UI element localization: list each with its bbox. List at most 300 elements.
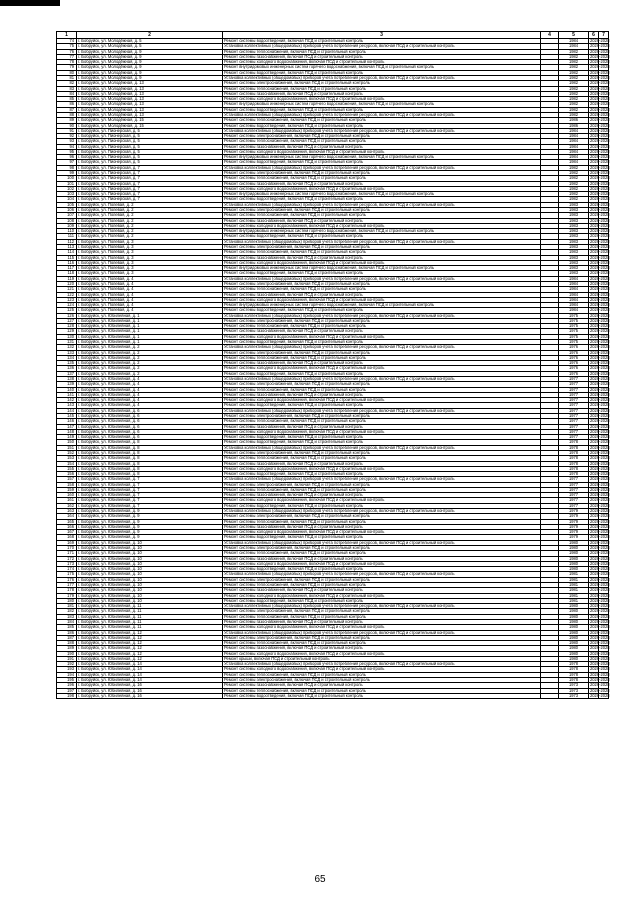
year-cell: 1977 [559, 408, 589, 413]
year-cell: 1983 [559, 208, 589, 213]
year-cell: 1981 [559, 577, 589, 582]
year-cell: 1980 [559, 641, 589, 646]
period-cell: 2026-2028 [590, 48, 610, 54]
address-cell: г. Бобруйск, ул. Юбилейная, д. 12 [77, 641, 223, 646]
work-type-cell: Ремонт системы водоотведения, включая ПСД и строительный контроль [223, 403, 541, 408]
year-cell: 1980 [559, 567, 589, 572]
column-number: 1 [57, 32, 77, 39]
period-cell: 2026-2028 [590, 634, 610, 640]
row-number: 115 [57, 255, 77, 260]
year-cell: 1977 [559, 487, 589, 492]
work-type-cell: Ремонт системы холодного водоснабжения, включая ПСД и строительный контроль [223, 260, 541, 265]
period-cell: 2026-2028 [590, 106, 610, 112]
row-number: 114 [57, 250, 77, 255]
period-cell: 2026-2028 [590, 333, 610, 339]
year-cell: 1980 [559, 551, 589, 556]
work-type-cell: Ремонт системы электроснабжения, включая ПСД и строительный контроль [223, 609, 541, 614]
address-cell: г. Бобруйск, ул. Юбилейная, д. 16 [77, 688, 223, 693]
address-cell: г. Бобруйск, ул. Полевая, д. 3 [77, 239, 223, 244]
year-cell: 1983 [559, 239, 589, 244]
row-number: 79 [57, 65, 77, 70]
row-number: 144 [57, 408, 77, 413]
year-cell: 1977 [559, 498, 589, 503]
row-number: 95 [57, 149, 77, 154]
year-cell: 1981 [559, 582, 589, 587]
work-type-cell: Ремонт системы электроснабжения, включая ПСД и строительный контроль [223, 450, 541, 455]
year-cell: 1983 [559, 229, 589, 234]
row-number: 147 [57, 424, 77, 429]
period-cell: 2026-2028 [590, 212, 610, 218]
address-cell: г. Бобруйск, ул. Полевая, д. 4 [77, 281, 223, 286]
address-cell: г. Бобруйск, ул. Юбилейная, д. 8 [77, 440, 223, 445]
work-type-cell: Ремонт системы электроснабжения, включая ПСД и строительный контроль [223, 171, 541, 176]
period-cell: 2026-2028 [590, 201, 610, 207]
work-type-cell: Ремонт системы электроснабжения, включая ПСД и строительный контроль [223, 281, 541, 286]
period-cell: 2026-2028 [590, 650, 610, 656]
row-number: 87 [57, 107, 77, 112]
work-type-cell: Ремонт системы холодного водоснабжения, включая ПСД и строительный контроль [223, 498, 541, 503]
row-number: 184 [57, 619, 77, 624]
period-cell: 2026-2028 [590, 465, 610, 471]
period-cell: 2026-2028 [590, 323, 610, 329]
row-number: 82 [57, 81, 77, 86]
period-cell: 2026-2028 [590, 270, 610, 276]
work-type-cell: Ремонт системы холодного водоснабжения, включая ПСД и строительный контроль [223, 667, 541, 672]
period-cell: 2026-2028 [590, 243, 610, 249]
period-cell: 2026-2028 [590, 587, 610, 593]
period-cell: 2026-2028 [590, 154, 610, 160]
address-cell: г. Бобруйск, ул. Пионерская, д. 5 [77, 144, 223, 149]
year-cell: 1978 [559, 450, 589, 455]
address-cell: г. Бобруйск, ул. Пионерская, д. 7 [77, 176, 223, 181]
address-cell: г. Бобруйск, ул. Юбилейная, д. 8 [77, 445, 223, 450]
row-number: 136 [57, 366, 77, 371]
year-cell: 1982 [559, 176, 589, 181]
work-type-cell: Ремонт системы теплоснабжения, включая ПСД и строительный контроль [223, 324, 541, 329]
year-cell: 1977 [559, 403, 589, 408]
year-cell: 1979 [559, 509, 589, 514]
year-cell: 1982 [559, 171, 589, 176]
year-cell: 1982 [559, 86, 589, 91]
work-type-cell: Ремонт системы холодного водоснабжения, включая ПСД и строительный контроль [223, 366, 541, 371]
year-cell: 1975 [559, 324, 589, 329]
row-number: 153 [57, 456, 77, 461]
address-cell: г. Бобруйск, ул. Юбилейная, д. 10 [77, 546, 223, 551]
year-cell: 1978 [559, 667, 589, 672]
year-cell: 1984 [559, 149, 589, 154]
work-type-cell: Установка коллективных (общедомовых) приборов учета потребления ресурсов, включая ПСД и строительный контроль [223, 276, 541, 281]
address-cell: г. Бобруйск, ул. Юбилейная, д. 1 [77, 329, 223, 334]
period-cell: 2026-2028 [590, 275, 610, 281]
period-cell: 2026-2028 [590, 69, 610, 75]
year-cell: 1978 [559, 466, 589, 471]
address-cell: г. Бобруйск, ул. Пионерская, д. 7 [77, 197, 223, 202]
year-cell: 1973 [559, 683, 589, 688]
work-type-cell: Ремонт системы теплоснабжения, включая ПСД и строительный контроль [223, 176, 541, 181]
address-cell: г. Бобруйск, ул. Молодёжная, д. 15 [77, 118, 223, 123]
period-cell: 2026-2028 [590, 259, 610, 265]
row-number: 169 [57, 540, 77, 545]
year-cell: 1973 [559, 688, 589, 693]
address-cell: г. Бобруйск, ул. Юбилейная, д. 9 [77, 509, 223, 514]
year-cell: 1981 [559, 598, 589, 603]
row-number: 97 [57, 160, 77, 165]
address-cell: г. Бобруйск, ул. Молодёжная, д. 15 [77, 123, 223, 128]
period-cell: 2026-2028 [590, 376, 610, 381]
row-number: 167 [57, 530, 77, 535]
period-cell: 2026-2028 [590, 164, 610, 170]
address-cell: г. Бобруйск, ул. Юбилейная, д. 7 [77, 487, 223, 492]
work-type-cell: Установка коллективных (общедомовых) приборов учета потребления ресурсов, включая ПСД и строительный контроль [223, 239, 541, 244]
work-type-cell: Ремонт системы водоотведения, включая ПСД и строительный контроль [223, 598, 541, 603]
row-number: 90 [57, 123, 77, 128]
period-cell: 2026-2028 [590, 449, 610, 455]
address-cell: г. Бобруйск, ул. Юбилейная, д. 10 [77, 593, 223, 598]
period-cell: 2026-2028 [590, 566, 610, 572]
period-cell: 2026-2028 [590, 518, 610, 524]
page-top-rule [0, 0, 60, 6]
work-type-cell: Ремонт системы теплоснабжения, включая ПСД и строительный контроль [223, 614, 541, 619]
row-number: 160 [57, 493, 77, 498]
year-cell: 1980 [559, 609, 589, 614]
works-table [56, 31, 609, 699]
work-type-cell: Ремонт системы газоснабжения, включая ПСД и строительный контроль [223, 181, 541, 186]
address-cell: г. Бобруйск, ул. Молодёжная, д. 9 [77, 60, 223, 65]
work-type-cell: Ремонт системы холодного водоснабжения, включая ПСД и строительный контроль [223, 429, 541, 434]
period-cell: 2026-2028 [590, 529, 610, 535]
year-cell: 1976 [559, 361, 589, 366]
column-number: 4 [541, 32, 559, 39]
address-cell: г. Бобруйск, ул. Юбилейная, д. 11 [77, 609, 223, 614]
row-number: 86 [57, 102, 77, 107]
address-cell: г. Бобруйск, ул. Молодёжная, д. 5 [77, 39, 223, 44]
period-cell: 2026-2028 [590, 471, 610, 477]
row-number: 130 [57, 334, 77, 339]
row-number: 122 [57, 292, 77, 297]
work-type-cell: Ремонт системы холодного водоснабжения, включая ПСД и строительный контроль [223, 466, 541, 471]
year-cell: 1977 [559, 413, 589, 418]
year-cell: 1979 [559, 514, 589, 519]
period-cell: 2026-2028 [590, 402, 610, 408]
work-type-cell: Ремонт системы холодного водоснабжения, включая ПСД и строительный контроль [223, 186, 541, 191]
year-cell: 1984 [559, 144, 589, 149]
year-cell: 1976 [559, 366, 589, 371]
work-type-cell: Ремонт системы холодного водоснабжения, включая ПСД и строительный контроль [223, 561, 541, 566]
row-number: 128 [57, 324, 77, 329]
row-number: 99 [57, 171, 77, 176]
period-cell: 2026-2028 [590, 175, 610, 181]
year-cell: 1982 [559, 65, 589, 70]
period-cell: 2026-2028 [590, 682, 610, 688]
period-cell: 2026-2028 [590, 80, 610, 86]
year-cell: 1982 [559, 91, 589, 96]
work-type-cell: Ремонт системы газоснабжения, включая ПСД и строительный контроль [223, 461, 541, 466]
work-type-cell: Установка коллективных (общедомовых) приборов учета потребления ресурсов, включая ПСД и строительный контроль [223, 313, 541, 318]
work-type-cell: Ремонт системы электроснабжения, включая ПСД и строительный контроль [223, 81, 541, 86]
address-cell: г. Бобруйск, ул. Юбилейная, д. 4 [77, 382, 223, 387]
row-number: 140 [57, 387, 77, 392]
work-type-cell: Ремонт системы газоснабжения, включая ПСД и строительный контроль [223, 144, 541, 149]
period-cell: 2026-2028 [590, 624, 610, 630]
address-cell: г. Бобруйск, ул. Юбилейная, д. 4 [77, 403, 223, 408]
work-type-cell: Установка коллективных (общедомовых) приборов учета потребления ресурсов, включая ПСД и строительный контроль [223, 604, 541, 609]
work-type-cell: Ремонт системы теплоснабжения, включая ПСД и строительный контроль [223, 118, 541, 123]
period-cell: 2026-2028 [590, 111, 610, 117]
work-type-cell: Ремонт внутридомовых инженерных систем горячего водоснабжения, включая ПСД и строительный контроль [223, 155, 541, 160]
year-cell: 1983 [559, 255, 589, 260]
year-cell: 1983 [559, 271, 589, 276]
address-cell: г. Бобруйск, ул. Юбилейная, д. 12 [77, 651, 223, 656]
row-number: 129 [57, 329, 77, 334]
work-type-cell: Установка коллективных (общедомовых) приборов учета потребления ресурсов, включая ПСД и строительный контроль [223, 165, 541, 170]
work-type-cell: Ремонт системы холодного водоснабжения, включая ПСД и строительный контроль [223, 223, 541, 228]
period-cell: 2026-2028 [590, 349, 610, 355]
row-number: 177 [57, 582, 77, 587]
address-cell: г. Бобруйск, ул. Юбилейная, д. 14 [77, 672, 223, 677]
year-cell: 1980 [559, 619, 589, 624]
address-cell: г. Бобруйск, ул. Юбилейная, д. 10 [77, 598, 223, 603]
row-number: 194 [57, 672, 77, 677]
row-number: 196 [57, 683, 77, 688]
year-cell: 1984 [559, 292, 589, 297]
empty-cell [541, 693, 559, 698]
address-cell: г. Бобруйск, ул. Юбилейная, д. 8 [77, 450, 223, 455]
row-number: 76 [57, 49, 77, 54]
address-cell: г. Бобруйск, ул. Юбилейная, д. 7 [77, 477, 223, 482]
work-type-cell: Ремонт системы электроснабжения, включая ПСД и строительный контроль [223, 134, 541, 139]
period-cell: 2026-2028 [590, 645, 610, 651]
year-cell: 1977 [559, 493, 589, 498]
row-number: 124 [57, 303, 77, 308]
year-cell: 1982 [559, 54, 589, 59]
work-type-cell: Ремонт системы газоснабжения, включая ПСД и строительный контроль [223, 646, 541, 651]
year-cell: 1986 [559, 118, 589, 123]
year-cell: 1978 [559, 472, 589, 477]
period-cell: 2026-2028 [590, 439, 610, 445]
year-cell: 1984 [559, 39, 589, 44]
address-cell: г. Бобруйск, ул. Полевая, д. 2 [77, 208, 223, 213]
address-cell: г. Бобруйск, ул. Юбилейная, д. 9 [77, 530, 223, 535]
period-cell: 2026-2028 [590, 191, 610, 197]
address-cell: г. Бобруйск, ул. Молодёжная, д. 13 [77, 97, 223, 102]
address-cell: г. Бобруйск, ул. Юбилейная, д. 4 [77, 377, 223, 382]
address-cell: г. Бобруйск, ул. Юбилейная, д. 4 [77, 387, 223, 392]
work-type-cell: Ремонт системы водоотведения, включая ПСД и строительный контроль [223, 160, 541, 165]
work-type-cell: Ремонт системы теплоснабжения, включая ПСД и строительный контроль [223, 49, 541, 54]
row-number: 152 [57, 450, 77, 455]
address-cell: г. Бобруйск, ул. Юбилейная, д. 8 [77, 472, 223, 477]
year-cell: 1981 [559, 593, 589, 598]
work-type-cell: Ремонт системы газоснабжения, включая ПСД и строительный контроль [223, 619, 541, 624]
work-type-cell: Ремонт системы электроснабжения, включая ПСД и строительный контроль [223, 482, 541, 487]
address-cell: г. Бобруйск, ул. Молодёжная, д. 9 [77, 70, 223, 75]
period-cell: 2026-2028 [590, 428, 610, 434]
column-number: 2 [77, 32, 223, 39]
work-type-cell: Установка коллективных (общедомовых) приборов учета потребления ресурсов, включая ПСД и строительный контроль [223, 408, 541, 413]
row-number: 142 [57, 398, 77, 403]
address-cell: г. Бобруйск, ул. Юбилейная, д. 10 [77, 567, 223, 572]
year-cell: 1984 [559, 44, 589, 49]
address-cell: г. Бобруйск, ул. Молодёжная, д. 9 [77, 54, 223, 59]
period-cell: 2026-2028 [590, 43, 610, 49]
year-cell: 1979 [559, 519, 589, 524]
work-type-cell: Ремонт системы водоотведения, включая ПСД и строительный контроль [223, 107, 541, 112]
work-type-cell: Ремонт системы холодного водоснабжения, включая ПСД и строительный контроль [223, 530, 541, 535]
year-cell: 1979 [559, 524, 589, 529]
work-type-cell: Ремонт внутридомовых инженерных систем горячего водоснабжения, включая ПСД и строительный контроль [223, 192, 541, 197]
year-cell: 1983 [559, 244, 589, 249]
work-type-cell: Ремонт системы водоотведения, включая ПСД и строительный контроль [223, 435, 541, 440]
work-type-cell: Ремонт внутридомовых инженерных систем горячего водоснабжения, включая ПСД и строительный контроль [223, 303, 541, 308]
row-number: 127 [57, 318, 77, 323]
work-type-cell: Установка коллективных (общедомовых) приборов учета потребления ресурсов, включая ПСД и строительный контроль [223, 662, 541, 667]
work-type-cell: Установка коллективных (общедомовых) приборов учета потребления ресурсов, включая ПСД и строительный контроль [223, 509, 541, 514]
row-number: 139 [57, 382, 77, 387]
period-cell: 2026-2028 [590, 603, 610, 609]
work-type-cell: Ремонт системы теплоснабжения, включая ПСД и строительный контроль [223, 213, 541, 218]
address-cell: г. Бобруйск, ул. Полевая, д. 3 [77, 250, 223, 255]
year-cell: 1983 [559, 218, 589, 223]
year-cell: 1976 [559, 350, 589, 355]
row-number: 94 [57, 144, 77, 149]
work-type-cell: Ремонт системы газоснабжения, включая ПСД и строительный контроль [223, 392, 541, 397]
row-number: 172 [57, 556, 77, 561]
row-number: 150 [57, 440, 77, 445]
row-number: 182 [57, 609, 77, 614]
year-cell: 1986 [559, 123, 589, 128]
table-body [57, 39, 609, 699]
year-cell: 1982 [559, 81, 589, 86]
work-type-cell: Ремонт системы газоснабжения, включая ПСД и строительный контроль [223, 54, 541, 59]
address-cell: г. Бобруйск, ул. Юбилейная, д. 6 [77, 419, 223, 424]
period-cell: 2026-2028 [590, 85, 610, 91]
work-type-cell: Ремонт системы газоснабжения, включая ПСД и строительный контроль [223, 91, 541, 96]
work-type-cell: Ремонт системы теплоснабжения, включая ПСД и строительный контроль [223, 641, 541, 646]
year-cell: 1982 [559, 97, 589, 102]
row-number: 77 [57, 54, 77, 59]
year-cell: 1980 [559, 630, 589, 635]
work-type-cell: Ремонт внутридомовых инженерных систем горячего водоснабжения, включая ПСД и строительный контроль [223, 102, 541, 107]
year-cell: 1976 [559, 371, 589, 376]
year-cell: 1977 [559, 387, 589, 392]
row-number: 162 [57, 503, 77, 508]
period-cell: 2026-2028 [590, 96, 610, 102]
row-number: 188 [57, 641, 77, 646]
row-number: 187 [57, 635, 77, 640]
period-cell: 2026-2028 [590, 228, 610, 234]
work-type-cell: Ремонт системы теплоснабжения, включая ПСД и строительный контроль [223, 387, 541, 392]
year-cell: 1983 [559, 260, 589, 265]
work-type-cell: Ремонт системы водоотведения, включая ПСД и строительный контроль [223, 70, 541, 75]
period-cell: 2026-2028 [590, 677, 610, 683]
year-cell: 1982 [559, 197, 589, 202]
year-cell: 1982 [559, 60, 589, 65]
period-cell: 2026-2028 [590, 671, 610, 677]
work-type-cell: Ремонт системы теплоснабжения, включая ПСД и строительный контроль [223, 250, 541, 255]
work-type-cell: Установка коллективных (общедомовых) приборов учета потребления ресурсов, включая ПСД и строительный контроль [223, 75, 541, 80]
period-cell: 2026-2028 [590, 127, 610, 133]
address-cell: г. Бобруйск, ул. Юбилейная, д. 16 [77, 683, 223, 688]
work-type-cell: Установка коллективных (общедомовых) приборов учета потребления ресурсов, включая ПСД и строительный контроль [223, 477, 541, 482]
period-cell: 2026-2028 [590, 508, 610, 514]
row-number: 145 [57, 413, 77, 418]
row-number: 183 [57, 614, 77, 619]
year-cell: 1977 [559, 503, 589, 508]
row-number: 143 [57, 403, 77, 408]
address-cell: г. Бобруйск, ул. Юбилейная, д. 10 [77, 582, 223, 587]
row-number: 100 [57, 176, 77, 181]
period-cell: 2026-2028 [590, 476, 610, 482]
work-type-cell: Ремонт системы теплоснабжения, включая ПСД и строительный контроль [223, 551, 541, 556]
work-type-cell: Ремонт системы газоснабжения, включая ПСД и строительный контроль [223, 524, 541, 529]
address-cell: г. Бобруйск, ул. Полевая, д. 4 [77, 308, 223, 313]
year-cell: 1980 [559, 540, 589, 545]
work-type-cell: Ремонт системы газоснабжения, включая ПСД и строительный контроль [223, 255, 541, 260]
row-number: 155 [57, 466, 77, 471]
year-cell: 1977 [559, 435, 589, 440]
address-cell: г. Бобруйск, ул. Пионерская, д. 5 [77, 134, 223, 139]
year-cell: 1978 [559, 461, 589, 466]
period-cell: 2026-2028 [590, 238, 610, 244]
period-cell: 2026-2028 [590, 386, 610, 392]
row-number: 84 [57, 91, 77, 96]
work-type-cell: Ремонт системы холодного водоснабжения, включая ПСД и строительный контроль [223, 297, 541, 302]
period-cell: 2026-2028 [590, 692, 610, 698]
row-number: 189 [57, 646, 77, 651]
work-type-cell: Установка коллективных (общедомовых) приборов учета потребления ресурсов, включая ПСД и строительный контроль [223, 202, 541, 207]
period-cell: 2026-2028 [590, 597, 610, 603]
work-type-cell: Ремонт системы теплоснабжения, включая ПСД и строительный контроль [223, 287, 541, 292]
year-cell: 1977 [559, 398, 589, 403]
row-number: 112 [57, 239, 77, 244]
work-type-cell: Ремонт системы электроснабжения, включая ПСД и строительный контроль [223, 413, 541, 418]
address-cell: г. Бобруйск, ул. Молодёжная, д. 9 [77, 49, 223, 54]
row-number: 168 [57, 535, 77, 540]
address-cell: г. Бобруйск, ул. Юбилейная, д. 7 [77, 493, 223, 498]
year-cell: 1982 [559, 70, 589, 75]
period-cell: 2026-2028 [590, 64, 610, 70]
year-cell: 1984 [559, 281, 589, 286]
address-cell: г. Бобруйск, ул. Юбилейная, д. 8 [77, 461, 223, 466]
year-cell: 1978 [559, 662, 589, 667]
address-cell: г. Бобруйск, ул. Юбилейная, д. 6 [77, 408, 223, 413]
period-cell: 2026-2028 [590, 418, 610, 424]
address-cell: г. Бобруйск, ул. Молодёжная, д. 13 [77, 91, 223, 96]
year-cell: 1976 [559, 345, 589, 350]
period-cell: 2026-2028 [590, 133, 610, 139]
address-cell: г. Бобруйск, ул. Юбилейная, д. 14 [77, 667, 223, 672]
year-cell: 1984 [559, 139, 589, 144]
address-cell: г. Бобруйск, ул. Полевая, д. 2 [77, 229, 223, 234]
row-number: 106 [57, 208, 77, 213]
row-number: 117 [57, 266, 77, 271]
period-cell: 2026-2028 [590, 233, 610, 239]
address-cell: г. Бобруйск, ул. Юбилейная, д. 10 [77, 556, 223, 561]
period-cell: 2026-2028 [590, 280, 610, 286]
row-number: 170 [57, 546, 77, 551]
period-cell: 2026-2028 [590, 265, 610, 271]
year-cell: 1975 [559, 329, 589, 334]
address-cell: г. Бобруйск, ул. Полевая, д. 4 [77, 303, 223, 308]
row-number: 197 [57, 688, 77, 693]
address-cell: г. Бобруйск, ул. Юбилейная, д. 9 [77, 519, 223, 524]
year-cell: 1977 [559, 429, 589, 434]
period-cell: 2026-2028 [590, 143, 610, 149]
row-number: 163 [57, 509, 77, 514]
row-number: 171 [57, 551, 77, 556]
work-type-cell: Ремонт системы электроснабжения, включая ПСД и строительный контроль [223, 577, 541, 582]
address-cell: г. Бобруйск, ул. Юбилейная, д. 1 [77, 318, 223, 323]
